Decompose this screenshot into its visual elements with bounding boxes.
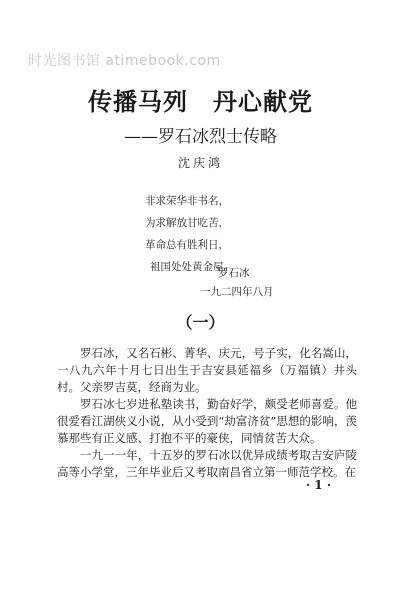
paragraph: 罗石冰，又名石彬、菁华、庆元，号子实，化名嵩山，一八九六年十月七日出生于吉安县延福乡（万福镇）井头村。父亲罗吉莫，经商为业。 [57, 346, 357, 394]
paragraph: 一九一一年，十五岁的罗石冰以优异成绩考取吉安庐陵高等小学堂，三年毕业后又考取南昌省立第一师范学校。在 [57, 448, 357, 479]
poem-date: 一九二四年八月 [200, 286, 274, 298]
poem-line: 为求解放甘吃苦， [145, 217, 229, 229]
page-number: · 1 · [305, 478, 331, 492]
poem-line: 非求荣华非书名， [145, 195, 229, 207]
poem-line: 革命总有胜利日， [145, 239, 229, 251]
body-text [57, 345, 357, 481]
page-title: 传播马列 丹心献党 [88, 87, 313, 116]
paragraph: 罗石冰七岁进私塾读书，勤奋好学，颇受老师喜爱。他很爱看江湖侠义小说，从小受到“劫富济贫”思想的影响，羡慕那些有正义感、打抱不平的豪侠，同情贫苦大众。 [57, 397, 357, 445]
poem-signature: 罗石冰 [218, 267, 250, 279]
epigraph-poem [145, 190, 229, 256]
poem-line: 祖国处处黄金屋。 [150, 261, 234, 273]
section-heading: （一） [176, 313, 225, 332]
author-name: 沈庆鸿 [177, 156, 223, 170]
page-subtitle: ——罗石冰烈士传略 [124, 127, 277, 147]
watermark: 时光图书馆 atimebook.com [28, 53, 221, 69]
